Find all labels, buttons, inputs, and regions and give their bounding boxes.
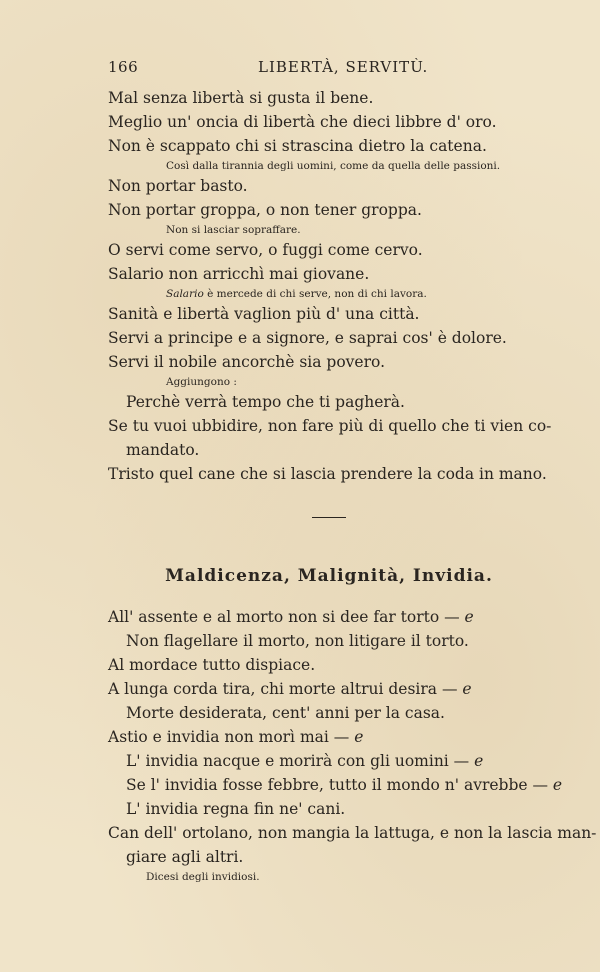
- proverb-line: [108, 302, 538, 326]
- proverb-line: [108, 749, 538, 773]
- proverb-text: Perchè verrà tempo che ti pagherà.: [126, 393, 405, 411]
- proverb-line: [108, 86, 538, 110]
- proverb-text: Non è scappato chi si strascina dietro la catena.: [108, 137, 487, 155]
- proverb-line: [108, 350, 538, 374]
- proverb-line: [108, 390, 538, 414]
- proverb-line: [108, 462, 547, 486]
- proverb-line: [108, 629, 538, 653]
- proverb-text: L' invidia nacque e morirà con gli uomini —: [126, 752, 475, 770]
- proverb-text: Can dell' ortolano, non mangia la lattuga, e non la lascia man-: [108, 824, 597, 842]
- proverb-text: Se l' invidia fosse febbre, tutto il mondo n' avrebbe —: [126, 776, 553, 794]
- proverb-line: [108, 821, 597, 845]
- section-maldicenza-proverbs: [108, 605, 597, 885]
- proverb-text: Al mordace tutto dispiace.: [108, 656, 316, 674]
- proverb-line: [108, 797, 538, 821]
- proverb-tail: e: [464, 608, 474, 626]
- proverb-note: [108, 222, 538, 238]
- section-divider: [312, 517, 346, 518]
- proverb-text: Salario è mercede di chi serve, non di chi lavora.: [166, 288, 427, 300]
- proverb-text: giare agli altri.: [126, 848, 244, 866]
- proverb-note: [108, 374, 538, 390]
- running-title: LIBERTÀ, SERVITÙ.: [258, 58, 429, 76]
- proverb-line: [108, 773, 563, 797]
- proverb-line: [108, 238, 538, 262]
- proverb-tail: e: [552, 776, 563, 794]
- proverb-note: [108, 158, 538, 174]
- page-number: 166: [108, 58, 139, 76]
- proverb-note: [108, 286, 538, 302]
- proverb-text: Tristo quel cane che si lascia prendere la coda in mano.: [108, 465, 547, 483]
- proverb-text: Se tu vuoi ubbidire, non fare più di quello che ti vien co-: [108, 417, 552, 435]
- proverb-text: Servi il nobile ancorchè sia povero.: [108, 353, 386, 371]
- proverb-line: [108, 134, 538, 158]
- proverb-line: [108, 438, 538, 462]
- proverb-text: Dicesi degli invidiosi.: [146, 871, 260, 883]
- proverb-line: [108, 605, 538, 629]
- proverb-line: [108, 262, 538, 286]
- proverb-line: [108, 725, 538, 749]
- proverb-text: mandato.: [126, 441, 200, 459]
- proverb-text: Così dalla tirannia degli uomini, come da quella delle passioni.: [166, 160, 501, 172]
- proverb-line: [108, 677, 538, 701]
- proverb-note: [108, 869, 538, 885]
- proverb-tail: e: [462, 680, 472, 698]
- proverb-text: All' assente e al morto non si dee far torto —: [108, 608, 465, 626]
- proverb-tail: e: [354, 728, 364, 746]
- proverb-text: Meglio un' oncia di libertà che dieci libbre d' oro.: [108, 113, 497, 131]
- proverb-text: A lunga corda tira, chi morte altrui desira —: [108, 680, 463, 698]
- proverb-text: Non portar basto.: [108, 177, 248, 195]
- proverb-text: Non flagellare il morto, non litigare il torto.: [126, 632, 469, 650]
- proverb-line: [108, 174, 538, 198]
- proverb-line: [108, 326, 538, 350]
- proverb-text: Non si lasciar sopraffare.: [166, 224, 301, 236]
- proverb-line: [108, 653, 538, 677]
- proverb-text: O servi come servo, o fuggi come cervo.: [108, 241, 423, 259]
- proverb-text: Morte desiderata, cent' anni per la casa.: [126, 704, 445, 722]
- proverb-line: [108, 110, 538, 134]
- proverb-text: Aggiungono :: [166, 376, 237, 388]
- proverb-line: [108, 701, 538, 725]
- section-liberta-proverbs: [108, 86, 552, 486]
- proverb-text: Mal senza libertà si gusta il bene.: [108, 89, 374, 107]
- section-title: Maldicenza, Malignità, Invidia.: [165, 566, 493, 586]
- proverb-text: Non portar groppa, o non tener groppa.: [108, 201, 422, 219]
- proverb-text: Astio e invidia non morì mai —: [108, 728, 355, 746]
- proverb-line: [108, 845, 538, 869]
- proverb-text: L' invidia regna fin ne' cani.: [126, 800, 346, 818]
- proverb-text: Servi a principe e a signore, e saprai cos' è dolore.: [108, 329, 507, 347]
- proverb-text: Salario non arricchì mai giovane.: [108, 265, 370, 283]
- proverb-text: Sanità e libertà vaglion più d' una città.: [108, 305, 420, 323]
- proverb-line: [108, 414, 552, 438]
- proverb-tail: e: [474, 752, 484, 770]
- proverb-line: [108, 198, 538, 222]
